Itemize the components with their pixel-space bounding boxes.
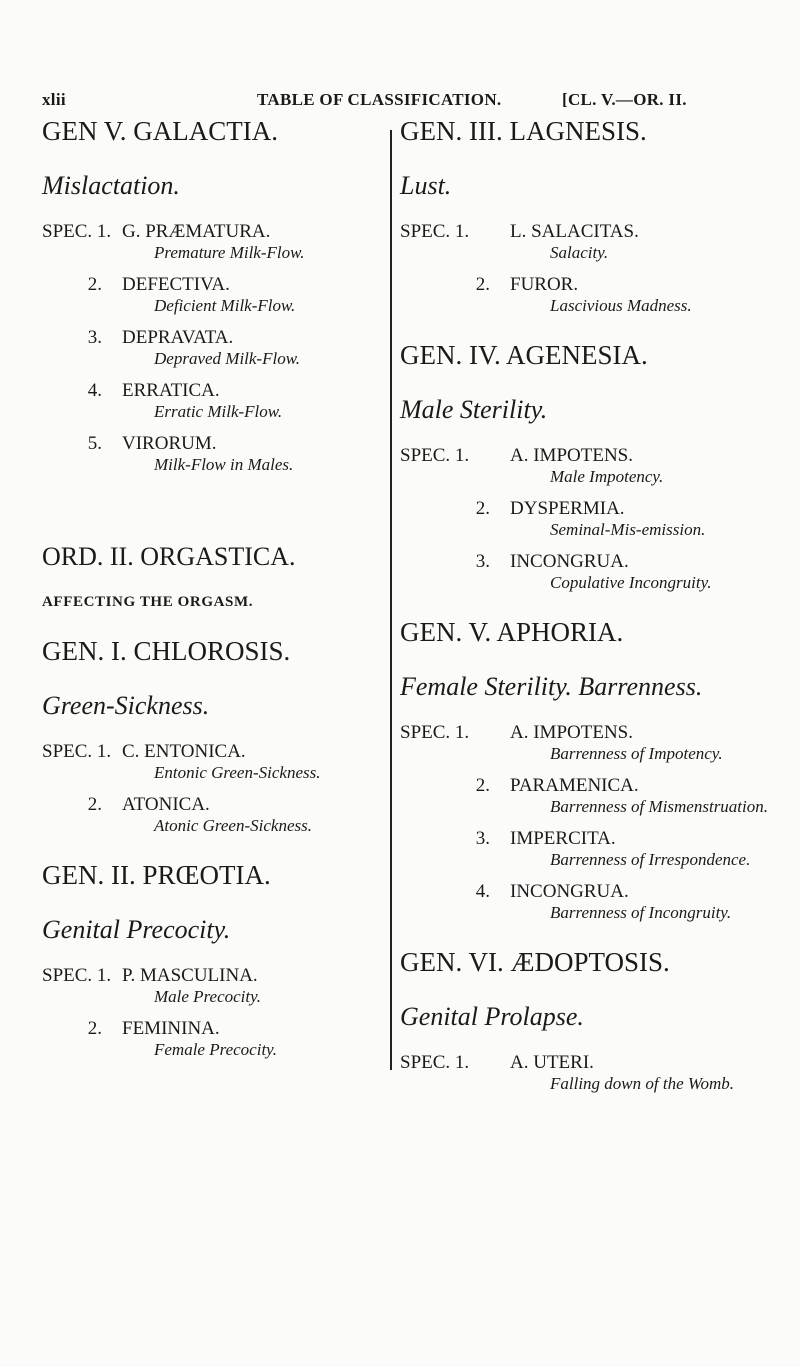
- species-entry: [400, 775, 775, 816]
- left-column: [42, 115, 382, 1071]
- species-description: Lascivious Madness.: [550, 296, 692, 315]
- genus-heading: GEN. VI. ÆDOPTOSIS.: [400, 947, 670, 977]
- species-name: IMPERCITA.: [510, 828, 616, 849]
- species-name: A. IMPOTENS.: [510, 722, 633, 743]
- right-column: [400, 115, 775, 1105]
- species-entry: [42, 433, 382, 474]
- species-label: 2.: [87, 794, 102, 815]
- species-label: 4.: [87, 380, 102, 401]
- species-entry: [42, 1018, 382, 1059]
- species-description: Female Precocity.: [154, 1040, 278, 1059]
- order-description: AFFECTING THE ORGASM.: [42, 594, 254, 610]
- species-entry: [42, 794, 382, 835]
- species-label: 2.: [475, 498, 490, 519]
- species-name: P. MASCULINA.: [122, 965, 258, 986]
- species-entry: [400, 881, 775, 922]
- species-description: Copulative Incongruity.: [550, 573, 712, 592]
- species-description: Salacity.: [550, 243, 609, 262]
- species-label: 3.: [475, 551, 490, 572]
- species-label: 3.: [87, 327, 102, 348]
- species-entry: [42, 380, 382, 421]
- genus-subtitle: Genital Precocity.: [42, 915, 231, 944]
- species-name: VIRORUM.: [122, 433, 217, 454]
- species-label: 3.: [475, 828, 490, 849]
- species-name: A. UTERI.: [510, 1052, 594, 1073]
- species-name: INCONGRUA.: [510, 551, 629, 572]
- species-description: Erratic Milk-Flow.: [154, 402, 283, 421]
- genus-heading: GEN. II. PRŒOTIA.: [42, 860, 271, 890]
- genus-subtitle: Mislactation.: [42, 171, 180, 200]
- page-number: xlii: [42, 90, 66, 109]
- species-description: Male Impotency.: [550, 467, 664, 486]
- species-label: SPEC. 1.: [400, 445, 470, 466]
- species-name: ERRATICA.: [122, 380, 220, 401]
- genus-heading: GEN V. GALACTIA.: [42, 116, 278, 146]
- species-description: Milk-Flow in Males.: [154, 455, 294, 474]
- genus-heading: GEN. I. CHLOROSIS.: [42, 636, 291, 666]
- genus-heading: GEN. III. LAGNESIS.: [400, 116, 647, 146]
- species-name: DEPRAVATA.: [122, 327, 234, 348]
- species-entry: [400, 498, 775, 539]
- species-entry: [42, 741, 382, 782]
- species-entry: [42, 274, 382, 315]
- species-entry: [42, 965, 382, 1006]
- species-label: SPEC. 1.: [42, 965, 112, 986]
- species-description: Seminal-Mis-emission.: [550, 520, 706, 539]
- species-name: A. IMPOTENS.: [510, 445, 633, 466]
- species-name: L. SALACITAS.: [510, 221, 639, 242]
- species-description: Premature Milk-Flow.: [154, 243, 305, 262]
- species-label: 2.: [475, 274, 490, 295]
- species-description: Entonic Green-Sickness.: [154, 763, 321, 782]
- species-name: DYSPERMIA.: [510, 498, 625, 519]
- species-name: G. PRÆMATURA.: [122, 221, 271, 242]
- species-label: SPEC. 1.: [42, 221, 112, 242]
- species-label: 2.: [475, 775, 490, 796]
- species-entry: [400, 828, 775, 869]
- species-entry: [42, 221, 382, 262]
- genus-subtitle: Lust.: [400, 171, 452, 200]
- species-entry: [400, 722, 775, 763]
- genus-heading: GEN. V. APHORIA.: [400, 617, 624, 647]
- species-entry: [42, 327, 382, 368]
- genus-heading: GEN. IV. AGENESIA.: [400, 340, 648, 370]
- species-label: 4.: [475, 881, 490, 902]
- species-label: SPEC. 1.: [400, 722, 470, 743]
- species-description: Male Precocity.: [154, 987, 261, 1006]
- genus-subtitle: Green-Sickness.: [42, 691, 210, 720]
- species-name: C. ENTONICA.: [122, 741, 246, 762]
- species-entry: [400, 221, 775, 262]
- species-description: Deficient Milk-Flow.: [154, 296, 296, 315]
- species-entry: [400, 274, 775, 315]
- running-title: TABLE OF CLASSIFICATION.: [257, 90, 502, 109]
- species-description: Falling down of the Womb.: [550, 1074, 735, 1093]
- species-description: Barrenness of Mismenstruation.: [550, 797, 769, 816]
- species-label: SPEC. 1.: [400, 221, 470, 242]
- genus-subtitle: Genital Prolapse.: [400, 1002, 584, 1031]
- genus-subtitle: Female Sterility. Barrenness.: [400, 672, 703, 701]
- species-description: Barrenness of Impotency.: [550, 744, 723, 763]
- species-name: PARAMENICA.: [510, 775, 639, 796]
- species-label: SPEC. 1.: [400, 1052, 470, 1073]
- order-heading: ORD. II. ORGASTICA.: [42, 542, 296, 571]
- species-label: 2.: [87, 1018, 102, 1039]
- section-reference: [CL. V.—OR. II.: [562, 90, 687, 109]
- species-description: Atonic Green-Sickness.: [154, 816, 312, 835]
- column-divider: [390, 130, 392, 1070]
- species-name: INCONGRUA.: [510, 881, 629, 902]
- species-entry: [400, 445, 775, 486]
- species-label: 5.: [87, 433, 102, 454]
- species-name: FEMININA.: [122, 1018, 220, 1039]
- genus-subtitle: Male Sterility.: [400, 395, 548, 424]
- species-description: Depraved Milk-Flow.: [154, 349, 301, 368]
- species-name: DEFECTIVA.: [122, 274, 230, 295]
- species-label: SPEC. 1.: [42, 741, 112, 762]
- species-name: FUROR.: [510, 274, 579, 295]
- species-entry: [400, 1052, 775, 1093]
- species-description: Barrenness of Incongruity.: [550, 903, 732, 922]
- species-entry: [400, 551, 775, 592]
- species-name: ATONICA.: [122, 794, 210, 815]
- species-label: 2.: [87, 274, 102, 295]
- species-description: Barrenness of Irrespondence.: [550, 850, 751, 869]
